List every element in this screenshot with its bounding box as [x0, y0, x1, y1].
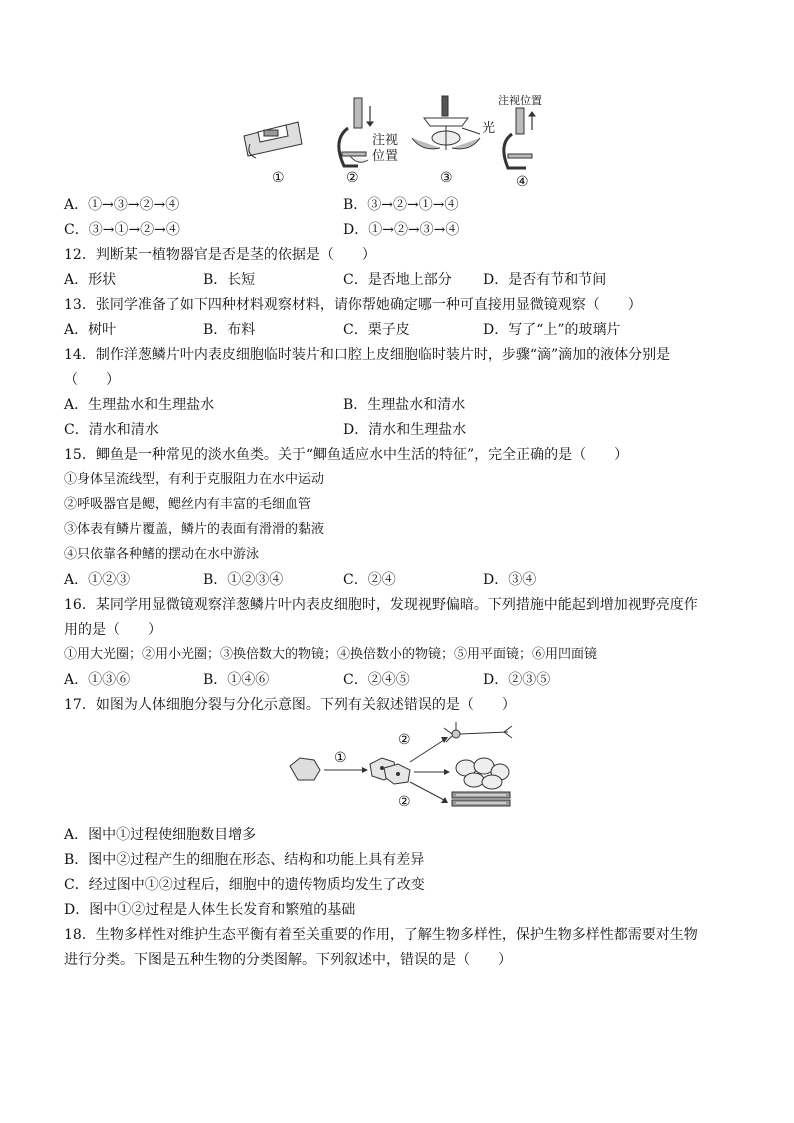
q16-measures: ①用大光圈；②用小光圈；③换倍数大的物镜；④换倍数小的物镜；⑤用平面镜；⑥用凹面镜 — [64, 647, 598, 662]
muscle-cells — [452, 792, 510, 806]
differentiation-arrow-top — [410, 740, 444, 762]
epithelial-cells — [456, 758, 509, 789]
divided-cells — [370, 758, 410, 784]
q11-option-b: B．③→②→①→④ — [343, 197, 459, 213]
q17-option-b: B．图中②过程产生的细胞在形态、结构和功能上具有差异 — [64, 852, 425, 868]
step3-light-note: 光 — [482, 121, 496, 136]
q18-stem-line1: 18．生物多样性对维护生态平衡有着至关重要的作用，了解生物多样性，保护生物多样性都需要对生物 — [64, 927, 698, 943]
q15-item-4: ④只依靠各种鳍的摆动在水中游泳 — [64, 547, 260, 562]
step2-microscope-drawing — [339, 98, 373, 166]
q15-item-3: ③体表有鳞片覆盖，鳞片的表面有滑滑的黏液 — [64, 522, 325, 537]
q16-option-a: A．①③⑥ — [64, 672, 131, 688]
q12-option-d: D．是否有节和节间 — [483, 272, 607, 288]
q14-option-d: D．清水和生理盐水 — [343, 422, 467, 438]
q14-option-c: C．清水和清水 — [64, 422, 159, 438]
q15-item-1: ①身体呈流线型，有利于克服阻力在水中运动 — [64, 472, 325, 487]
step2-note-line2: 位置 — [372, 149, 399, 164]
q12-option-b: B．长短 — [203, 272, 256, 288]
differentiation-arrow-bottom — [410, 782, 444, 800]
nerve-cell — [444, 722, 512, 742]
step1-slide-drawing — [244, 122, 302, 158]
q17-option-a: A．图中①过程使细胞数目增多 — [64, 827, 257, 843]
q16-stem-line1: 16．某同学用显微镜观察洋葱鳞片叶内表皮细胞时，发现视野偏暗。下列措施中能起到增加视野亮度作 — [64, 597, 698, 613]
step2-label: ② — [346, 170, 359, 186]
q16-option-c: C．②④⑤ — [343, 672, 410, 688]
differentiation-label-top: ② — [398, 732, 411, 748]
q11-option-c: C．③→①→②→④ — [64, 222, 180, 238]
q13-option-c: C．栗子皮 — [343, 322, 410, 338]
q15-option-a: A．①②③ — [64, 572, 131, 588]
q12-option-c: C．是否地上部分 — [343, 272, 452, 288]
q12-option-a: A．形状 — [64, 272, 117, 288]
step4-note: 注视位置 — [498, 94, 542, 107]
original-cell — [290, 758, 320, 780]
q13-option-d: D．写了“上”的玻璃片 — [483, 322, 621, 338]
q15-option-c: C．②④ — [343, 572, 396, 588]
q13-option-a: A．树叶 — [64, 322, 117, 338]
cell-division-differentiation-figure — [286, 718, 516, 818]
q11-option-a: A．①→③→②→④ — [64, 197, 180, 213]
q16-option-d: D．②③⑤ — [483, 672, 551, 688]
q15-item-2: ②呼吸器官是鳃，鳃丝内有丰富的毛细血管 — [64, 497, 312, 512]
q15-option-d: D．③④ — [483, 572, 537, 588]
step4-label: ④ — [516, 174, 529, 188]
q13-option-b: B．布料 — [203, 322, 256, 338]
step3-label: ③ — [440, 170, 453, 186]
q14-option-a: A．生理盐水和生理盐水 — [64, 397, 215, 413]
microscope-steps-figure — [236, 92, 566, 188]
step2-note-line1: 注视 — [372, 133, 399, 148]
q13-stem: 13．张同学准备了如下四种材料观察材料，请你帮她确定哪一种可直接用显微镜观察（ ） — [64, 297, 642, 313]
step4-microscope-drawing — [504, 108, 535, 168]
q16-option-b: B．①④⑥ — [203, 672, 270, 688]
q17-option-c: C．经过图中①②过程后，细胞中的遗传物质均发生了改变 — [64, 877, 425, 893]
q14-stem-line1: 14．制作洋葱鳞片叶内表皮细胞临时装片和口腔上皮细胞临时装片时，步骤“滴”滴加的液体分别是 — [64, 347, 671, 363]
q17-option-d: D．图中①②过程是人体生长发育和繁殖的基础 — [64, 902, 356, 918]
division-label: ① — [334, 750, 347, 766]
q17-stem: 17．如图为人体细胞分裂与分化示意图。下列有关叙述错误的是（ ） — [64, 697, 516, 713]
q14-option-b: B．生理盐水和清水 — [343, 397, 466, 413]
step1-label: ① — [272, 170, 285, 186]
differentiation-label-bottom: ② — [398, 794, 411, 810]
q14-stem-line2: （ ） — [64, 372, 120, 388]
q16-stem-line2: 用的是（ ） — [64, 622, 162, 638]
q15-stem: 15．鲫鱼是一种常见的淡水鱼类。关于“鲫鱼适应水中生活的特征”，完全正确的是（ ） — [64, 447, 629, 463]
q12-stem: 12．判断某一植物器官是否是茎的依据是（ ） — [64, 247, 376, 263]
q18-stem-line2: 进行分类。下图是五种生物的分类图解。下列叙述中，错误的是（ ） — [64, 952, 512, 968]
q15-option-b: B．①②③④ — [203, 572, 284, 588]
step3-adjust-drawing — [412, 96, 480, 150]
q11-option-d: D．①→②→③→④ — [343, 222, 460, 238]
